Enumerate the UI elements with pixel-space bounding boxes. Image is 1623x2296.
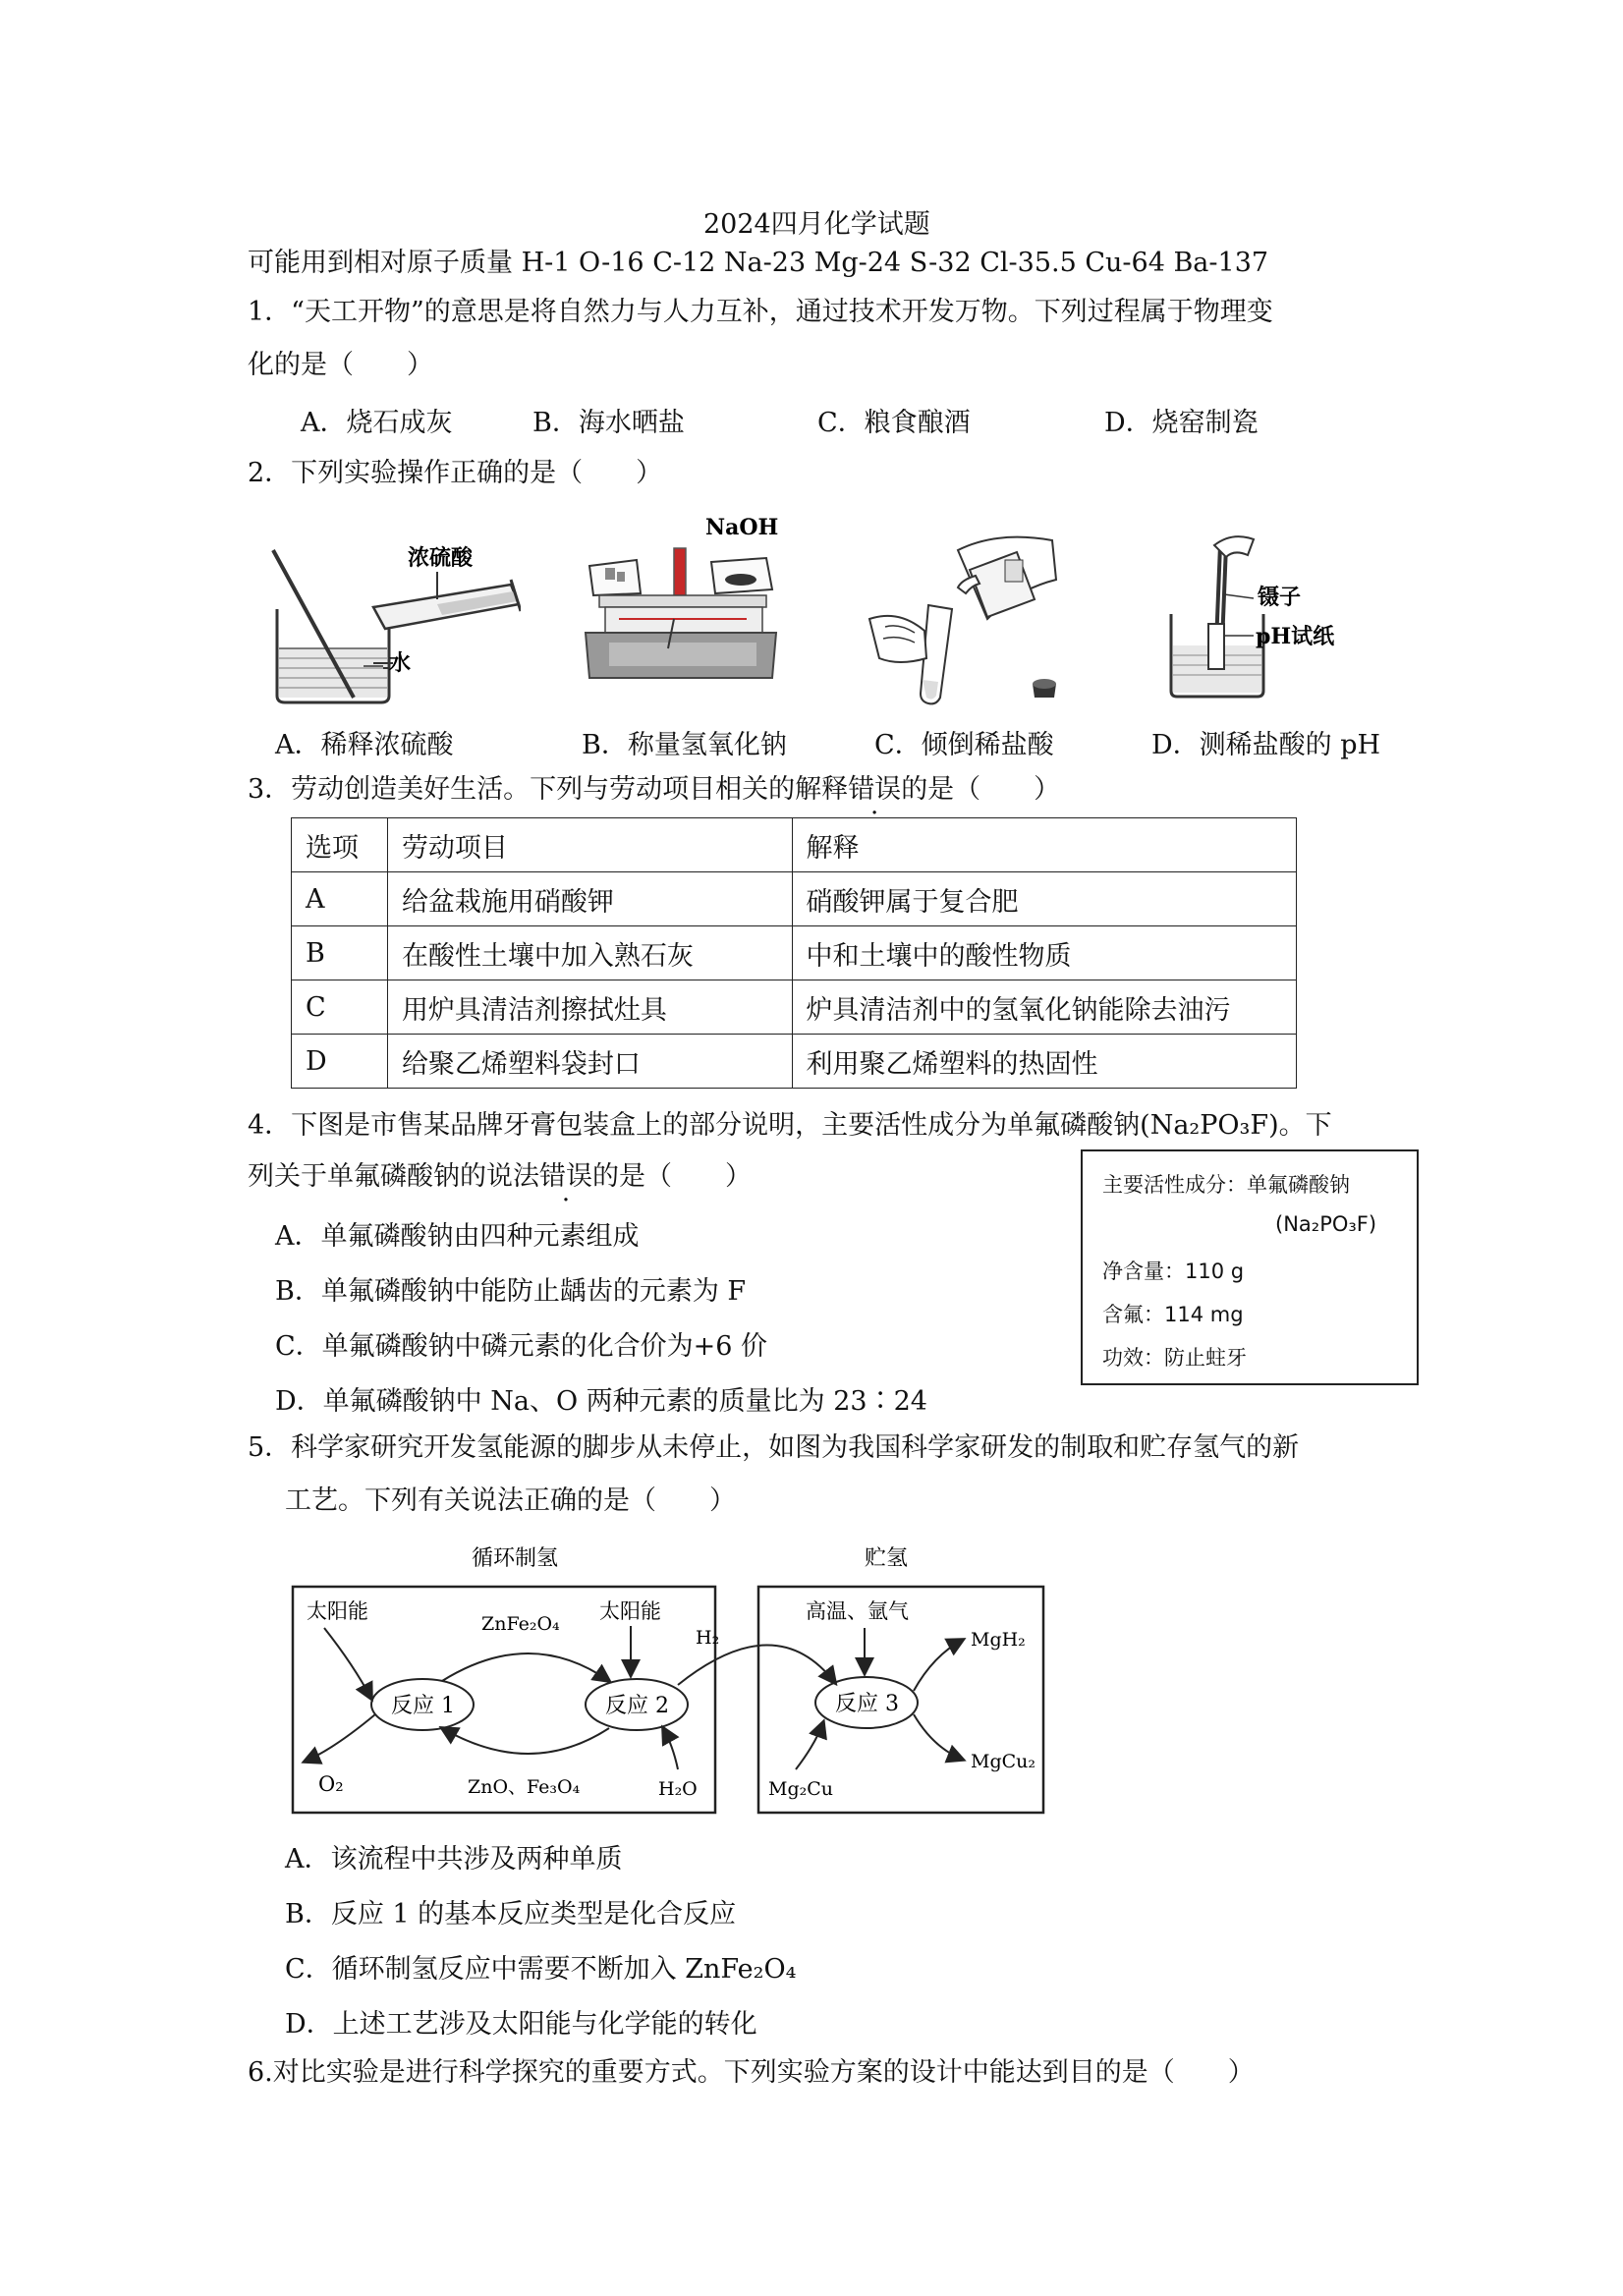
q5-stem-line2: 工艺。下列有关说法正确的是（ ） xyxy=(285,1485,736,1516)
table-header-cell: 解释 xyxy=(792,818,1296,872)
q1-option-a: A．烧石成灰 xyxy=(301,408,453,438)
table-header-row xyxy=(292,818,1297,872)
high-temp-argon: 高温、氩气 xyxy=(806,1599,909,1623)
toothpaste-label-box xyxy=(1081,1149,1419,1385)
atomic-masses: 可能用到相对原子质量 H-1 O-16 C-12 Na-23 Mg-24 S-32 Cl-35.5 Cu-64 Ba-137 xyxy=(248,248,1269,278)
q5-option-c: C．循环制氢反应中需要不断加入 ZnFe₂O₄ xyxy=(285,1954,797,1985)
q3-stem: 3．劳动创造美好生活。下列与劳动项目相关的解释错误的是（ ） xyxy=(248,774,1061,805)
q4-option-c: C．单氟磷酸钠中磷元素的化合价为+6 价 xyxy=(275,1331,768,1362)
q2-figure-a xyxy=(265,531,521,707)
q4-stem-line1: 4．下图是市售某品牌牙膏包装盒上的部分说明，主要活性成分为单氟磷酸钠(Na₂PO₃F)。下 xyxy=(248,1110,1332,1141)
q1-option-d: D．烧窑制瓷 xyxy=(1104,408,1259,438)
q5-hydrogen-diagram xyxy=(285,1538,1071,1818)
label-water: 水 xyxy=(389,650,412,676)
q1-option-c: C．粮食酿酒 xyxy=(817,408,971,438)
diagram-title-storage: 贮氢 xyxy=(865,1546,909,1571)
q2-option-c: C．倾倒稀盐酸 xyxy=(874,730,1054,760)
table-header-cell: 劳动项目 xyxy=(387,818,792,872)
label-ph-paper: pH试纸 xyxy=(1256,624,1335,649)
table-cell: D xyxy=(292,1035,388,1089)
table-cell: 中和土壤中的酸性物质 xyxy=(792,926,1296,980)
h2-label: H₂ xyxy=(696,1627,720,1649)
q2-stem: 2．下列实验操作正确的是（ ） xyxy=(248,458,663,488)
q4-option-b: B．单氟磷酸钠中能防止龋齿的元素为 F xyxy=(275,1276,747,1307)
solar-energy-1: 太阳能 xyxy=(307,1599,368,1623)
table-cell: B xyxy=(292,926,388,980)
q5-option-a: A．该流程中共涉及两种单质 xyxy=(285,1844,623,1875)
reaction-2: 反应 2 xyxy=(605,1694,669,1718)
q4-stem-line2: 列关于单氟磷酸钠的说法错误的是（ ） xyxy=(248,1161,752,1192)
q2-figure-d xyxy=(1159,526,1395,702)
box-line-fluorine: 含氟：114 mg xyxy=(1102,1303,1244,1326)
box-line-ingredient: 主要活性成分：单氟磷酸钠 xyxy=(1102,1173,1350,1197)
table-row xyxy=(292,1035,1297,1089)
label-naoh: NaOH xyxy=(705,515,779,540)
q4-option-a: A．单氟磷酸钠由四种元素组成 xyxy=(275,1221,640,1252)
q1-option-b: B．海水晒盐 xyxy=(532,408,685,438)
page-title: 2024四月化学试题 xyxy=(703,209,930,240)
table-cell: 利用聚乙烯塑料的热固性 xyxy=(792,1035,1296,1089)
box-line-net-content: 净含量：110 g xyxy=(1102,1260,1245,1283)
reaction-3: 反应 3 xyxy=(835,1692,899,1716)
box-line-formula: (Na₂PO₃F) xyxy=(1275,1212,1377,1236)
q1-stem-line1: 1．“天工开物”的意思是将自然力与人力互补，通过技术开发万物。下列过程属于物理变 xyxy=(248,297,1273,327)
q2-option-b: B．称量氢氧化钠 xyxy=(582,730,787,760)
q2-option-d: D．测稀盐酸的 pH xyxy=(1151,730,1381,760)
table-cell: A xyxy=(292,872,388,926)
znfe2o4-label: ZnFe₂O₄ xyxy=(481,1613,560,1635)
table-cell: 给盆栽施用硝酸钾 xyxy=(387,872,792,926)
label-concentrated-acid: 浓硫酸 xyxy=(408,545,474,571)
label-tweezers: 镊子 xyxy=(1258,585,1302,610)
table-cell: 给聚乙烯塑料袋封口 xyxy=(387,1035,792,1089)
q6-stem: 6.对比实验是进行科学探究的重要方式。下列实验方案的设计中能达到目的是（ ） xyxy=(248,2057,1255,2088)
mgcu2-label: MgCu₂ xyxy=(971,1751,1036,1772)
q2-figure-b xyxy=(580,511,786,707)
box-line-effect: 功效：防止蛀牙 xyxy=(1102,1346,1247,1370)
table-cell: 炉具清洁剂中的氢氧化钠能除去油污 xyxy=(792,980,1296,1035)
q4-option-d: D．单氟磷酸钠中 Na、O 两种元素的质量比为 23∶24 xyxy=(275,1386,927,1417)
q4-emphasis: 错误 xyxy=(539,1161,592,1192)
table-row xyxy=(292,980,1297,1035)
o2-label: O₂ xyxy=(318,1772,344,1796)
table-cell: 用炉具清洁剂擦拭灶具 xyxy=(387,980,792,1035)
solar-energy-2: 太阳能 xyxy=(599,1599,661,1623)
table-header-cell: 选项 xyxy=(292,818,388,872)
q5-option-b: B．反应 1 的基本反应类型是化合反应 xyxy=(285,1899,737,1930)
zno-fe3o4-label: ZnO、Fe₃O₄ xyxy=(468,1776,581,1798)
q2-figure-c xyxy=(860,511,1066,707)
q2-option-a: A．稀释浓硫酸 xyxy=(275,730,454,760)
q5-option-d: D．上述工艺涉及太阳能与化学能的转化 xyxy=(285,2009,757,2040)
table-row xyxy=(292,872,1297,926)
table-row xyxy=(292,926,1297,980)
mgh2-label: MgH₂ xyxy=(971,1629,1026,1651)
table-cell: 硝酸钾属于复合肥 xyxy=(792,872,1296,926)
table-cell: 在酸性土壤中加入熟石灰 xyxy=(387,926,792,980)
reaction-1: 反应 1 xyxy=(391,1694,455,1718)
q3-emphasis: 错误 xyxy=(848,774,902,805)
q1-stem-line2: 化的是（ ） xyxy=(248,350,433,380)
q3-table xyxy=(291,817,1297,1089)
diagram-title-cycle: 循环制氢 xyxy=(472,1546,559,1571)
table-cell: C xyxy=(292,980,388,1035)
q5-stem-line1: 5．科学家研究开发氢能源的脚步从未停止，如图为我国科学家研发的制取和贮存氢气的新 xyxy=(248,1432,1300,1463)
mg2cu-label: Mg₂Cu xyxy=(768,1778,834,1800)
h2o-label: H₂O xyxy=(658,1778,698,1800)
